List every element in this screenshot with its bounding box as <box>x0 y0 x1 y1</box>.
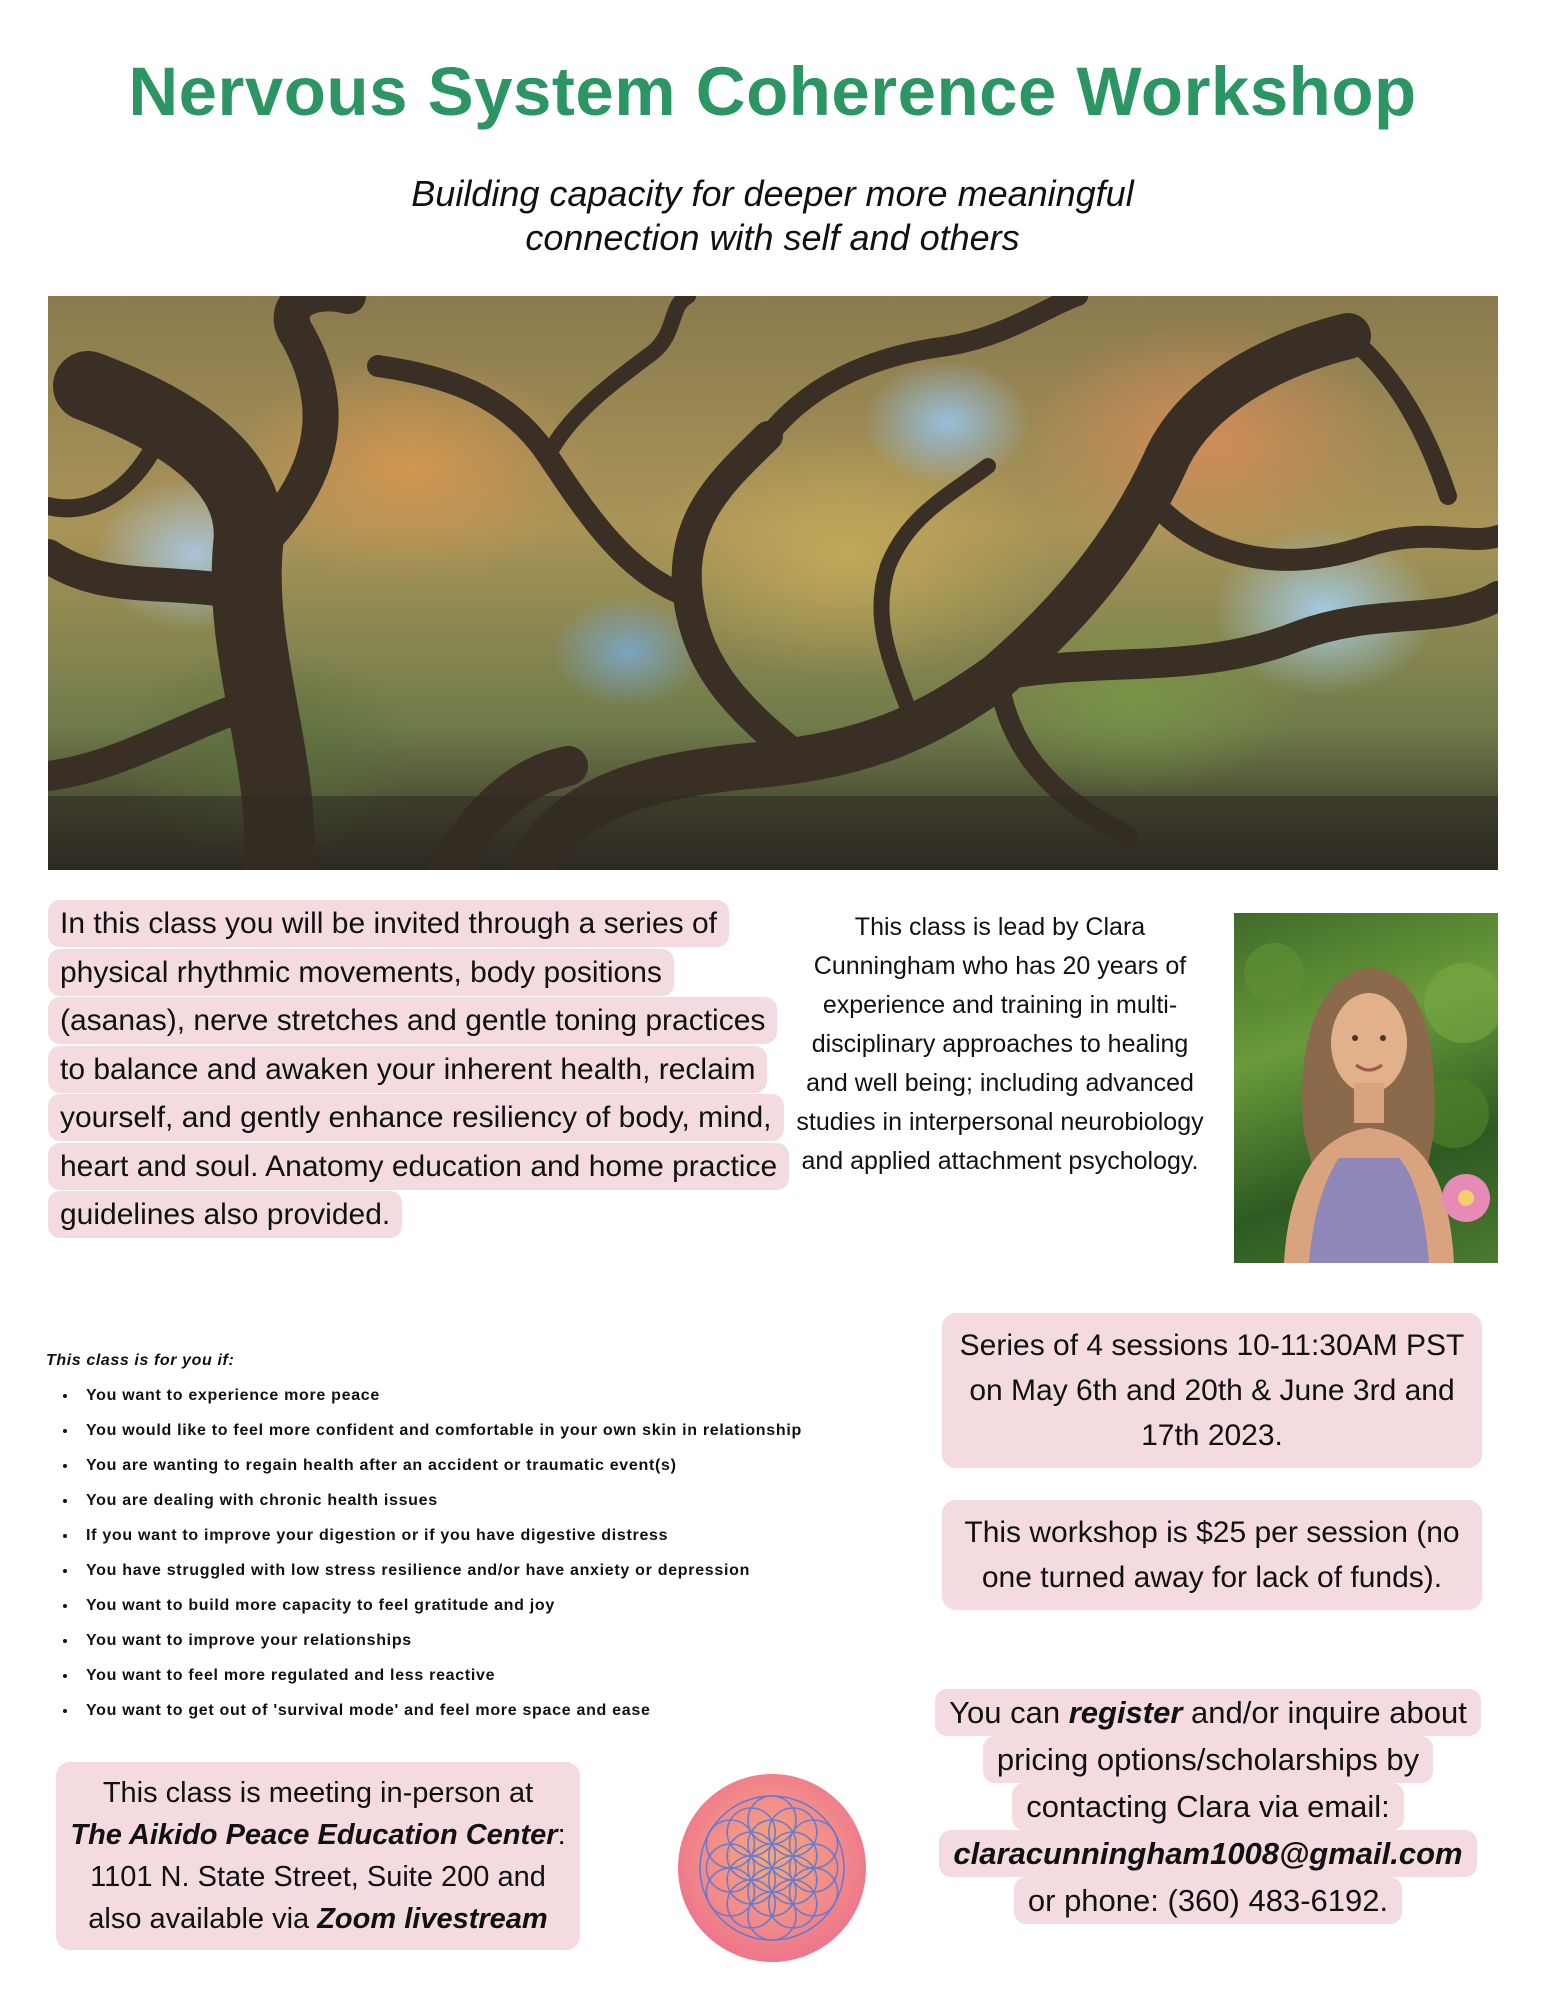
email-link[interactable]: claracunningham1008@gmail.com <box>953 1836 1463 1871</box>
list-item: • You want to improve your relationships <box>78 1623 958 1658</box>
list-item: • You are wanting to regain health after an accident or traumatic event(s) <box>78 1448 958 1483</box>
phone-line: or phone: (360) 483-6192. <box>1027 1883 1389 1918</box>
list-item: • If you want to improve your digestion or if you have digestive distress <box>78 1518 958 1553</box>
list-item: • You would like to feel more confident and comfortable in your own skin in relationship <box>78 1413 958 1448</box>
instructor-bio: This class is lead by Clara Cunningham who has 20 years of experience and training in multi-disciplinary approaches to healing and well being; including advanced studies in interpersonal neurobiology and applied attachment psychology. <box>796 913 1204 1175</box>
subtitle-line-1: Building capacity for deeper more meaningful <box>411 173 1134 214</box>
contact-text <box>935 1689 1481 1924</box>
register-link[interactable]: register <box>1068 1695 1183 1730</box>
contact-intro: You can <box>949 1695 1069 1730</box>
for-you-heading: This class is for you if: <box>46 1352 235 1369</box>
list-item: • You want to feel more regulated and less reactive <box>78 1658 958 1693</box>
for-you-list <box>46 1378 958 1728</box>
tree-branches-graphic <box>48 296 1498 870</box>
sessions-info: Series of 4 sessions 10-11:30AM PST on May 6th and 20th & June 3rd and 17th 2023. <box>942 1313 1482 1468</box>
intro-paragraph <box>48 900 778 1240</box>
contact-details: and/or inquire about pricing options/scholarships by contacting Clara via email: <box>996 1695 1467 1824</box>
portrait-graphic <box>1234 913 1498 1263</box>
list-item: • You have struggled with low stress resilience and/or have anxiety or depression <box>78 1553 958 1588</box>
price-info: This workshop is $25 per session (no one turned away for lack of funds). <box>942 1500 1482 1610</box>
intro-text: In this class you will be invited through a series of physical rhythmic movements, body positions (asanas), nerve stretches and gentle toning practices to balance and awaken your inherent health, reclaim yourself, and gently enhance resiliency of body, mind, heart and soul. Anatomy education and home practice guidelines also provided. <box>48 900 789 1238</box>
page-title: Nervous System Coherence Workshop <box>128 53 1417 130</box>
zoom-livestream: Zoom livestream <box>317 1903 548 1935</box>
instructor-portrait-photo <box>1234 913 1498 1263</box>
location-intro: This class is meeting in-person at <box>102 1777 534 1809</box>
subtitle <box>0 172 1545 260</box>
tree-canopy-photo <box>48 296 1498 870</box>
flower-of-life-icon <box>676 1772 868 1964</box>
venue-name: The Aikido Peace Education Center <box>70 1819 558 1851</box>
contact-info <box>916 1689 1500 1924</box>
list-item: • You want to experience more peace <box>78 1378 958 1413</box>
flower-of-life-logo <box>676 1772 868 1964</box>
venue-address: 1101 N. State Street, Suite 200 and also available via <box>88 1861 546 1935</box>
list-item: • You are dealing with chronic health issues <box>78 1483 958 1518</box>
venue-colon: : <box>557 1819 566 1851</box>
list-item: • You want to build more capacity to feel gratitude and joy <box>78 1588 958 1623</box>
subtitle-line-2: connection with self and others <box>525 217 1020 258</box>
location-info <box>56 1762 580 1950</box>
list-item: • You want to get out of 'survival mode' and feel more space and ease <box>78 1693 958 1728</box>
